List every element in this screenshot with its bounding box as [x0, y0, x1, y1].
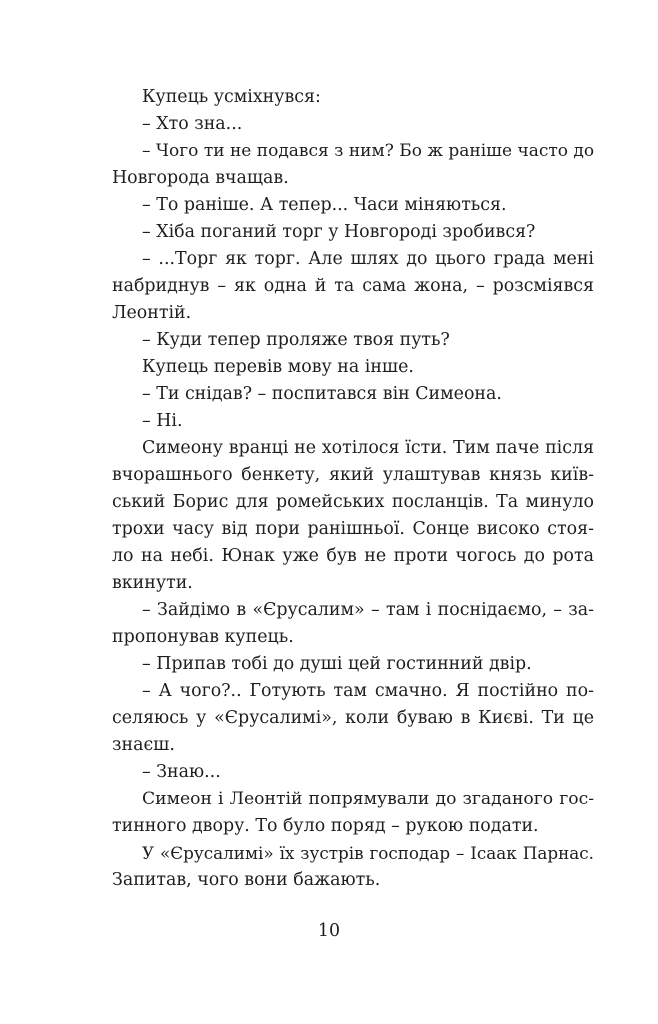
text-line: Купець усміхнувся:: [142, 87, 321, 107]
text-line: Леонтій.: [112, 303, 192, 323]
text-line: тинного двору. То було поряд – рукою подати.: [112, 816, 539, 836]
text-line: – Хіба поганий торг у Новгороді зробився?: [142, 222, 536, 242]
text-line: Купець перевів мову на інше.: [142, 357, 414, 377]
text-line: – Ти снідав? – поспитався він Симеона.: [142, 384, 502, 404]
text-line: знаєш.: [112, 735, 175, 755]
text-line: У «Єрусалимі» їх зустрів господар – Ісаак Парнас.: [142, 843, 594, 863]
page-number: 10: [317, 921, 341, 941]
text-line: – Чого ти не подався з ним? Бо ж раніше часто до: [142, 141, 595, 161]
text-line: пропонував купець.: [112, 627, 294, 647]
text-line: – Куди тепер проляже твоя путь?: [142, 330, 450, 350]
text-line: набриднув – як одна й та сама жона, – розсміявся: [112, 276, 594, 296]
text-line: – Хто зна...: [142, 114, 243, 134]
text-line: селяюсь у «Єрусалимі», коли буваю в Києві. Ти це: [112, 708, 594, 728]
text-line: – А чого?.. Готують там смачно. Я постійно по-: [142, 681, 594, 701]
text-line: – Ні.: [142, 411, 183, 431]
text-line: – Знаю...: [142, 762, 221, 782]
text-line: вчорашнього бенкету, який улаштував князь київ-: [112, 465, 594, 485]
text-line: – ...Торг як торг. Але шлях до цього града мені: [142, 249, 594, 269]
text-line: вкинути.: [112, 573, 193, 593]
text-line: ський Борис для ромейських посланців. Та минуло: [112, 492, 594, 512]
text-line: Запитав, чого вони бажають.: [112, 870, 381, 890]
text-line: Симеону вранці не хотілося їсти. Тим паче після: [142, 438, 594, 458]
text-line: трохи часу від пори ранішньої. Сонце високо стоя-: [112, 519, 594, 539]
text-line: – Припав тобі до душі цей гостинний двір.: [142, 654, 532, 674]
text-line: – Зайдімо в «Єрусалим» – там і поснідаємо, – за-: [142, 600, 594, 620]
text-line: Новгорода вчащав.: [112, 168, 289, 188]
text-line: – То раніше. А тепер... Часи міняються.: [142, 195, 507, 215]
text-line: Симеон і Леонтій попрямували до згаданого гос-: [142, 789, 594, 809]
text-line: ло на небі. Юнак уже був не проти чогось до рота: [112, 546, 594, 566]
